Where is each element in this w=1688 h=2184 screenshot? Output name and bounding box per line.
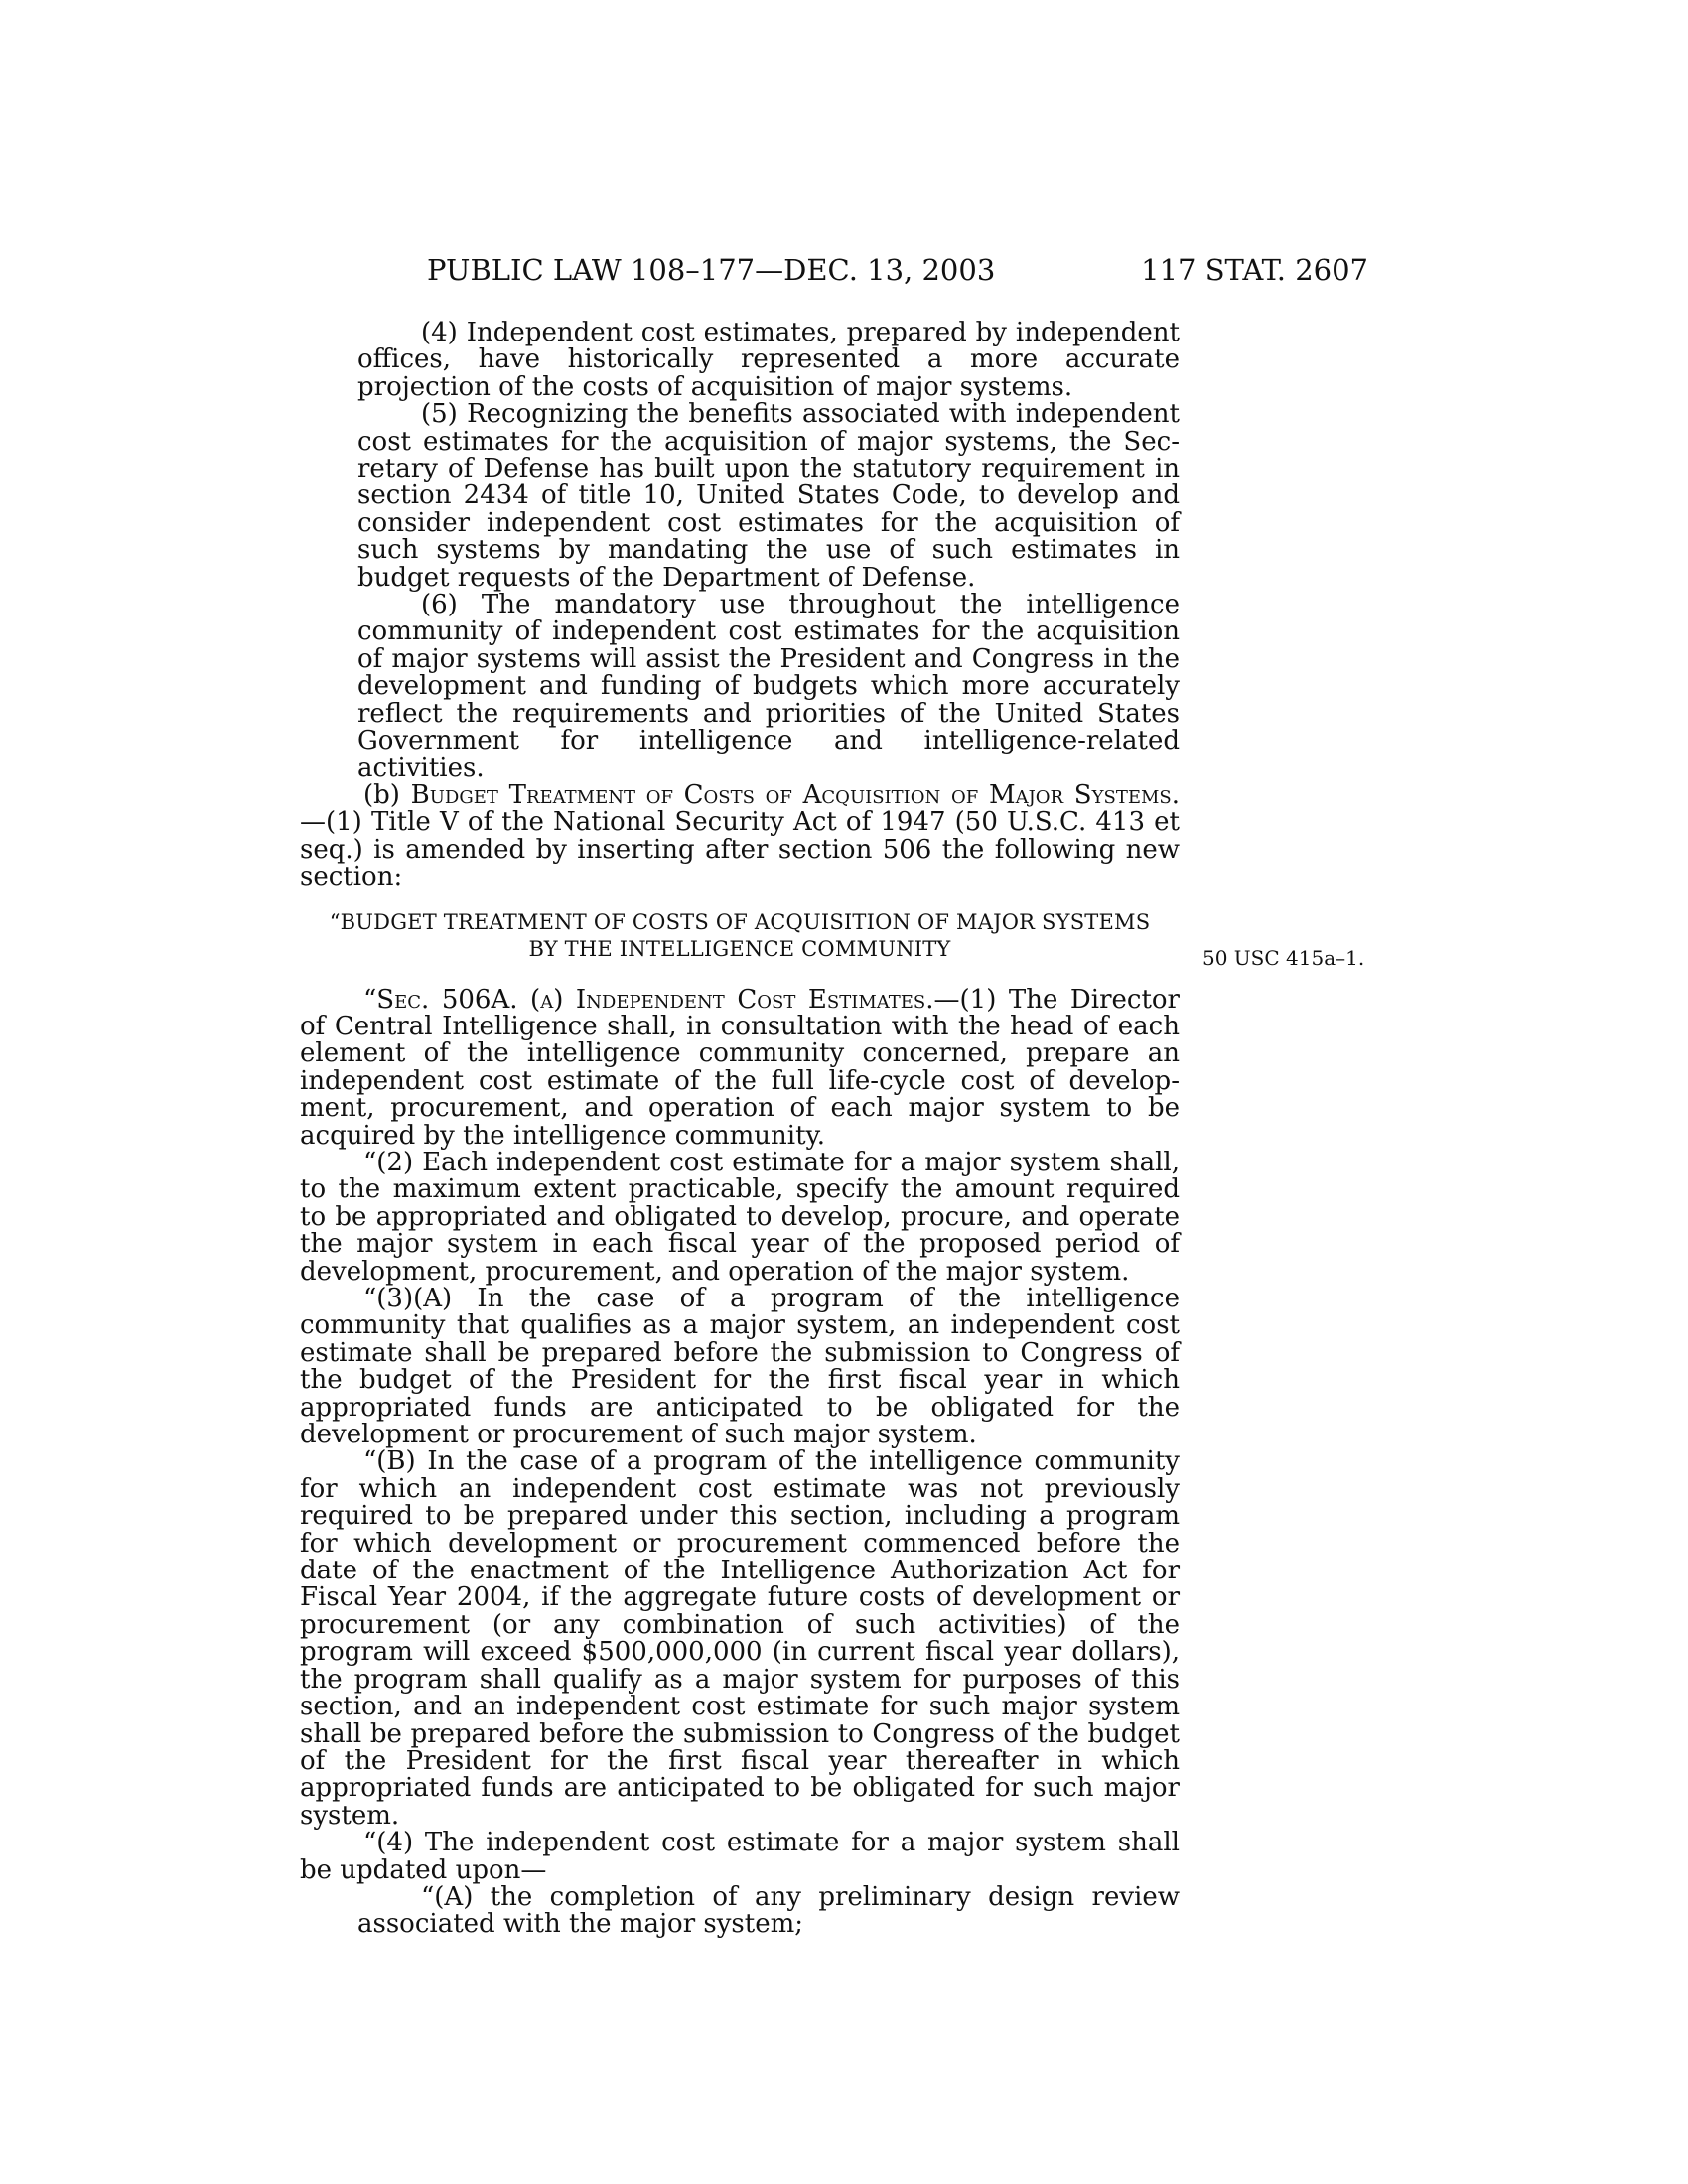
margin-citation: 50 USC 415a–1. <box>1202 946 1365 970</box>
section-506a-prefix: “Sec. 506A. (a) <box>363 984 576 1015</box>
section-506a-a2: “(2) Each independent cost estimate for a major system shall, to the maximum extent practicable, specify the amount required to be appropriated and obligated to develop, procure, and operate the major system in each fiscal year of the proposed period of development, procurement, and operation of the major system. <box>300 1147 1180 1287</box>
section-heading <box>300 909 1180 963</box>
running-head-title: PUBLIC LAW 108–177—DEC. 13, 2003 <box>427 253 996 287</box>
document-body <box>300 320 1180 1939</box>
section-506a-a3B: “(B) In the case of a program of the intelligence community for which an independent cost estimate was not previously required to be prepared under this section, including a program for which development or procurement commenced before the date of the enactment of the Intelligence Authorization Act for Fiscal Year 2004, if the aggregate future costs of development or procurement (or any combination of such activities) of the program will exceed $500,000,000 (in current fiscal year dollars), the program shall qualify as a major system for purposes of this section, and an independent cost estimate for such major system shall be prepared before the submission to Congress of the budget of the President for the first fiscal year thereafter in which appropriated funds are anticipated to be obligated for such major system. <box>300 1446 1180 1831</box>
section-506a-text: —(1) The Director of Central Intelligence shall, in consultation with the head of each element of the intelligence community concerned, prepare an independent cost estimate of the full life-cycle cost of development, procurement, and operation of each major system to be acquired by the intelligence community. <box>300 984 1180 1151</box>
section-506a-heading: Independent Cost Estimates. <box>575 984 934 1015</box>
subsection-b-heading: Budget Treatment of Costs of Acquisition of Major Systems. <box>410 779 1181 810</box>
paragraph-4: (4) Independent cost estimates, prepared by independent offices, have historically represented a more accurate projection of the costs of acquisition of major systems. <box>357 318 1180 402</box>
section-506a-a1 <box>300 984 1180 1151</box>
page-header <box>427 250 1368 290</box>
subsection-b-text: —(1) Title V of the National Security Act of 1947 (50 U.S.C. 413 et seq.) is amended by inserting after section 506 the following new section: <box>300 807 1180 892</box>
statute-page-number: 117 STAT. 2607 <box>1141 253 1368 287</box>
paragraph-6: (6) The mandatory use throughout the intelligence community of independent cost estimates for the acquisition of major systems will assist the President and Congress in the development and funding of budgets which more accurately reflect the requirements and priorities of the United States Government for intelligence and intelligence-related activities. <box>357 590 1180 783</box>
section-heading-line-1: “BUDGET TREATMENT OF COSTS OF ACQUISITION OF MAJOR SYSTEMS <box>329 909 1151 934</box>
paragraph-5: (5) Recognizing the benefits associated with independent cost estimates for the acquisition of major systems, the Secretary of Defense has built upon the statutory requirement in section 2434 of title 10, United States Code, to develop and consider independent cost estimates for the acquisition of such systems by mandating the use of such estimates in budget requests of the Department of Defense. <box>357 399 1180 593</box>
section-506a-a4: “(4) The independent cost estimate for a major system shall be updated upon— <box>300 1828 1180 1885</box>
subsection-b-label: (b) <box>363 779 411 810</box>
subsection-b <box>300 779 1181 892</box>
section-heading-line-2: BY THE INTELLIGENCE COMMUNITY <box>528 936 951 961</box>
section-506a-a4A: “(A) the completion of any preliminary design review associated with the major system; <box>357 1881 1180 1940</box>
section-506a-a3A: “(3)(A) In the case of a program of the intelligence community that qualifies as a major system, an independent cost estimate shall be prepared before the submission to Congress of the budget of the President for the first fiscal year in which appropriated funds are anticipated to be obligated for the development or procurement of such major system. <box>300 1284 1180 1450</box>
